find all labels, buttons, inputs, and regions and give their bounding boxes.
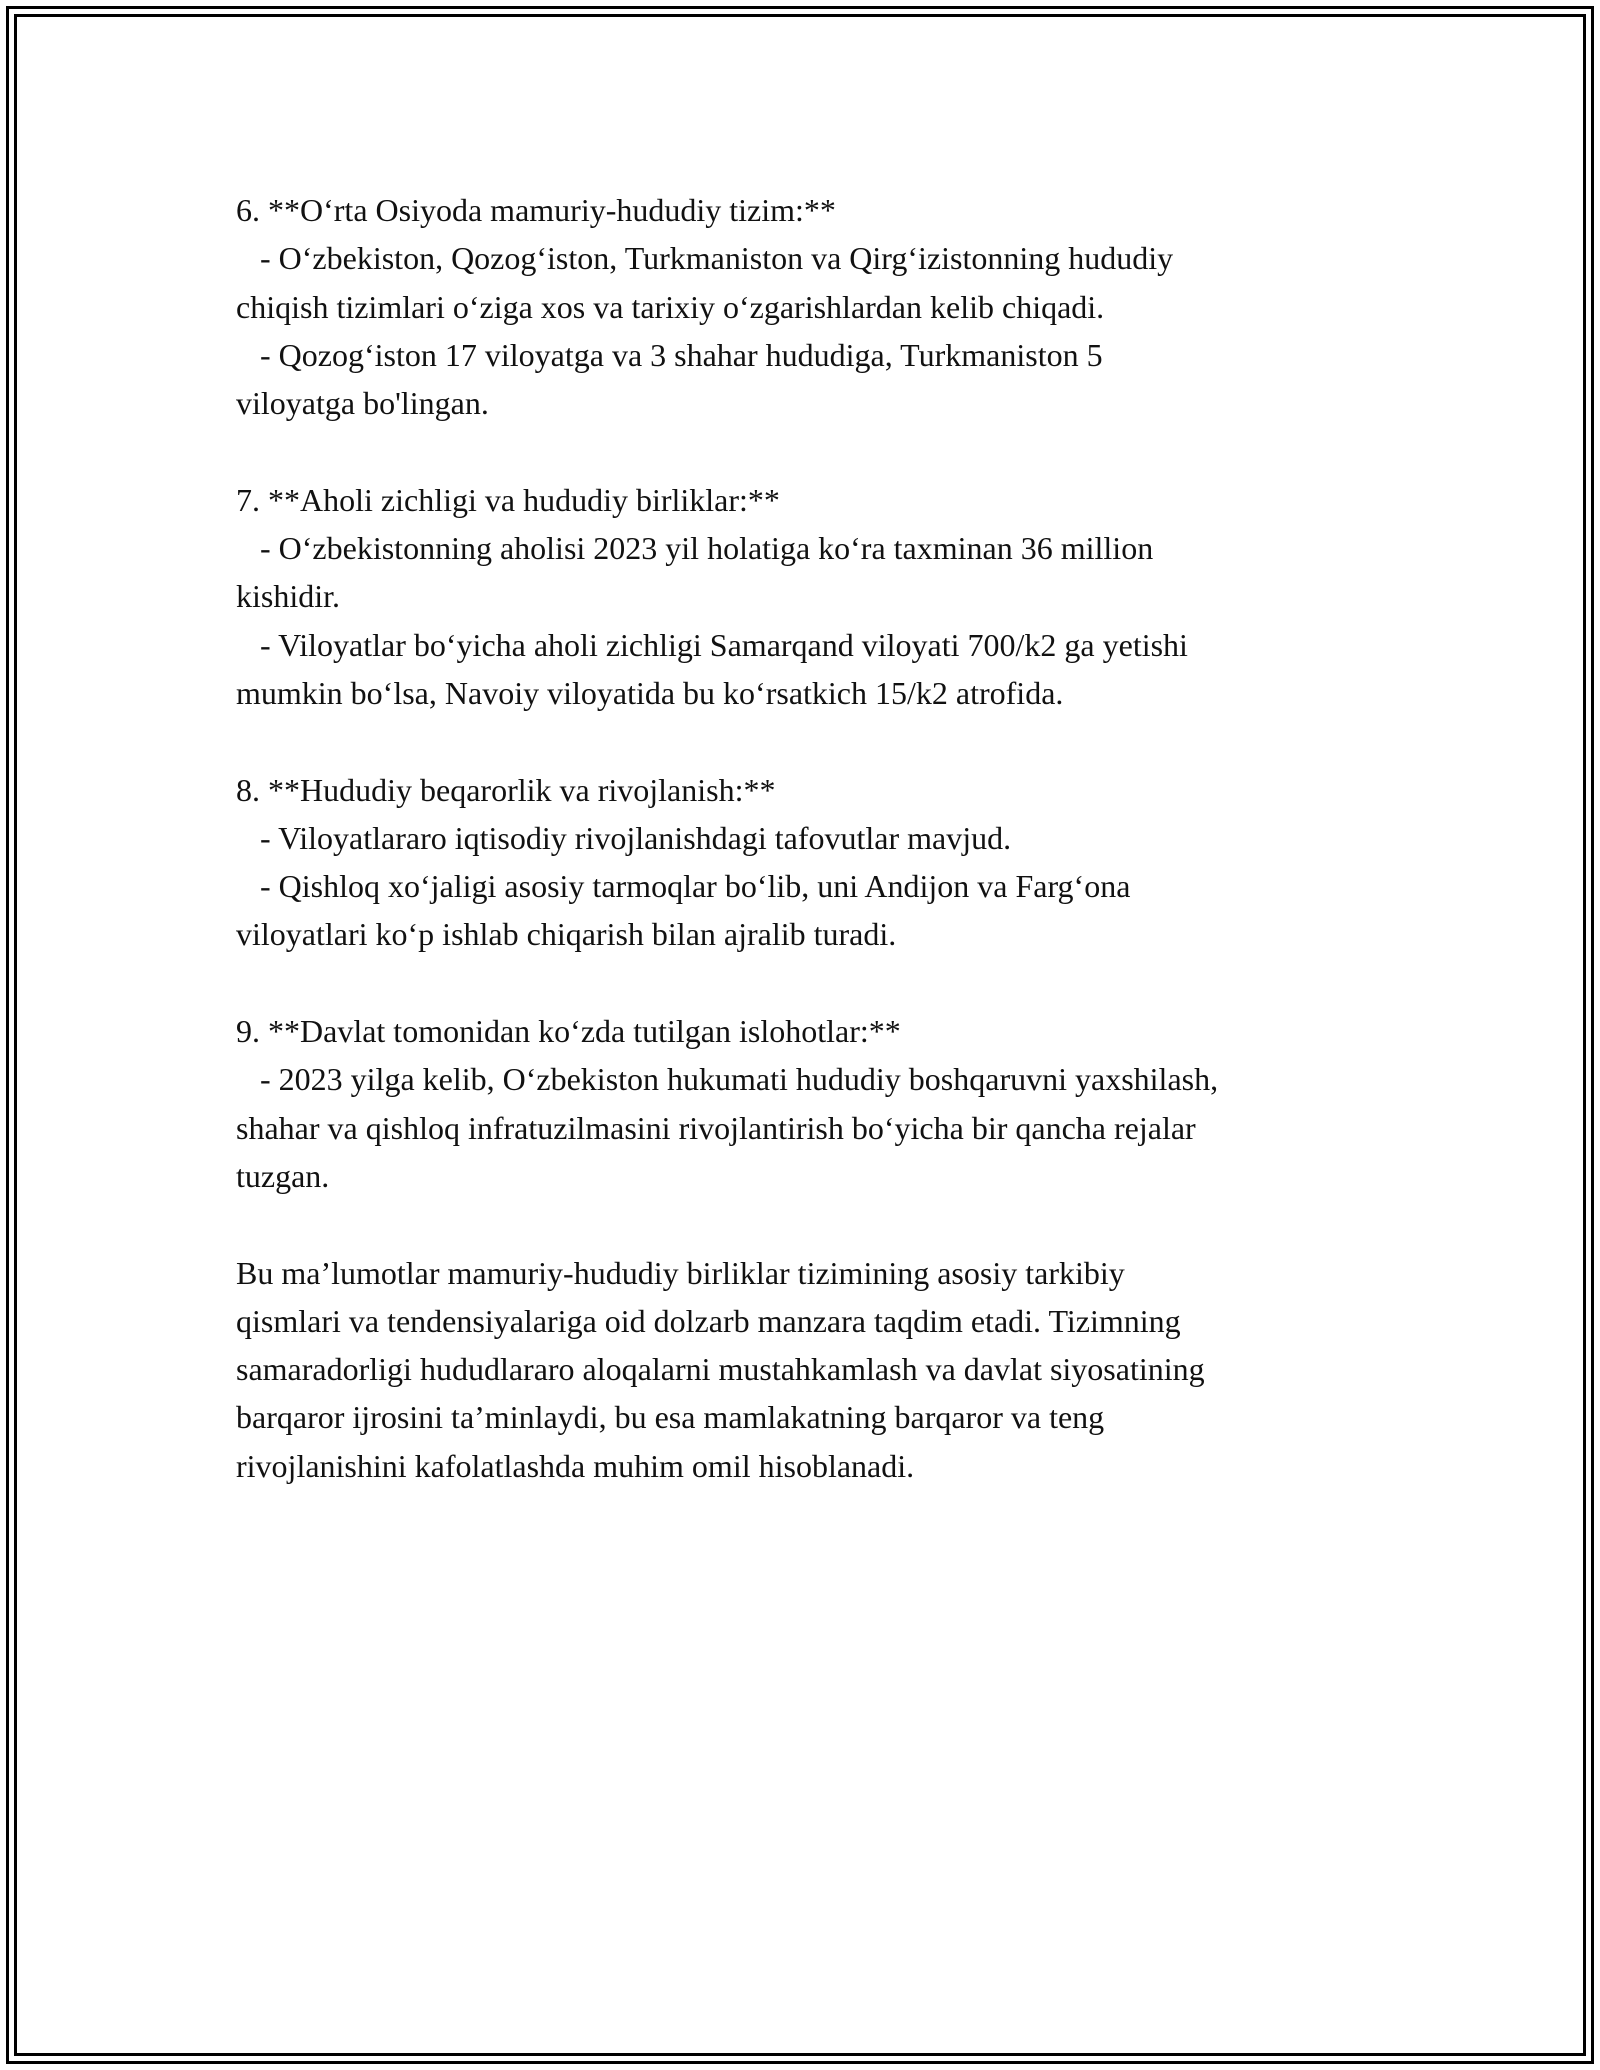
paragraph-gap (236, 1200, 1396, 1248)
text-line: - Qishloq xo‘jaligi asosiy tarmoqlar bo‘lib, uni Andijon va Farg‘ona (236, 868, 1131, 905)
section-9 (236, 1007, 1396, 1200)
text-line: Bu ma’lumotlar mamuriy-hududiy birliklar tizimining asosiy tarkibiy (236, 1254, 1125, 1291)
conclusion-paragraph (236, 1249, 1396, 1490)
paragraph-gap (236, 427, 1396, 475)
section-8 (236, 766, 1396, 959)
text-line: barqaror ijrosini ta’minlaydi, bu esa mamlakatning barqaror va teng (236, 1399, 1105, 1436)
text-line: viloyatlari ko‘p ishlab chiqarish bilan ajralib turadi. (236, 916, 897, 953)
text-line: rivojlanishini kafolatlashda muhim omil hisoblanadi. (236, 1447, 915, 1484)
document-body (236, 186, 1396, 1490)
paragraph-gap (236, 717, 1396, 765)
section-heading: 8. **Hududiy beqarorlik va rivojlanish:** (236, 771, 776, 808)
section-heading: 9. **Davlat tomonidan ko‘zda tutilgan islohotlar:** (236, 1013, 901, 1050)
text-line: - Qozog‘iston 17 viloyatga va 3 shahar hududiga, Turkmaniston 5 (236, 336, 1103, 373)
text-line: chiqish tizimlari o‘ziga xos va tarixiy o‘zgarishlardan kelib chiqadi. (236, 288, 1105, 325)
text-line: samaradorligi hududlararo aloqalarni mustahkamlash va davlat siyosatining (236, 1351, 1205, 1388)
text-line: mumkin bo‘lsa, Navoiy viloyatida bu ko‘rsatkich 15/k2 atrofida. (236, 674, 1064, 711)
text-line: tuzgan. (236, 1157, 330, 1194)
section-heading: 6. **O‘rta Osiyoda mamuriy-hududiy tizim:** (236, 192, 836, 228)
text-line: - O‘zbekiston, Qozog‘iston, Turkmaniston va Qirg‘izistonning hududiy (236, 240, 1174, 277)
paragraph-gap (236, 959, 1396, 1007)
text-line: viloyatga bo'lingan. (236, 385, 489, 422)
text-line: kishidir. (236, 578, 341, 615)
text-line: - Viloyatlararo iqtisodiy rivojlanishdagi tafovutlar mavjud. (236, 819, 1012, 856)
section-6 (236, 186, 1396, 427)
text-line: qismlari va tendensiyalariga oid dolzarb manzara taqdim etadi. Tizimning (236, 1302, 1181, 1339)
text-line: - 2023 yilga kelib, O‘zbekiston hukumati hududiy boshqaruvni yaxshilash, (236, 1061, 1219, 1098)
text-line: - Viloyatlar bo‘yicha aholi zichligi Samarqand viloyati 700/k2 ga yetishi (236, 626, 1188, 663)
section-heading: 7. **Aholi zichligi va hududiy birliklar:** (236, 481, 780, 518)
text-line: shahar va qishloq infratuzilmasini rivojlantirish bo‘yicha bir qancha rejalar (236, 1109, 1196, 1146)
section-7 (236, 476, 1396, 717)
text-line: - O‘zbekistonning aholisi 2023 yil holatiga ko‘ra taxminan 36 million (236, 530, 1154, 567)
